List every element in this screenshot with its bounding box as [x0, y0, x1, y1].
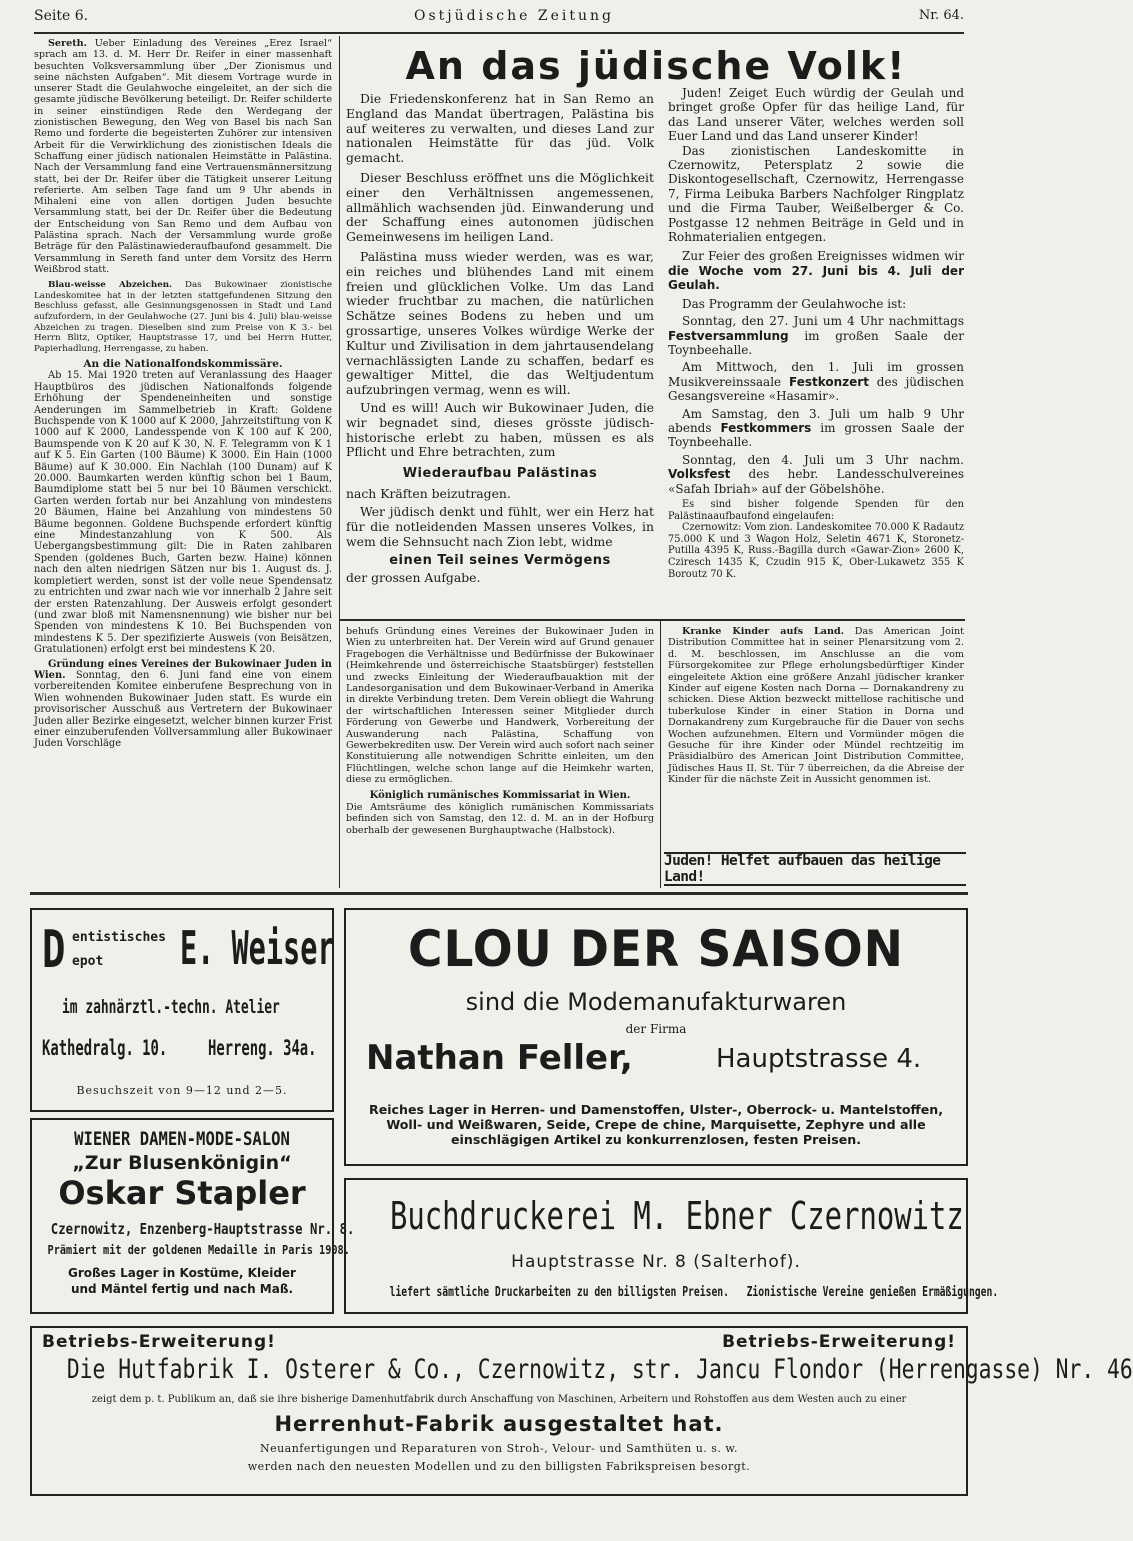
weiser-depot: epot — [72, 954, 104, 969]
appeal-right-p5a: Sonntag, den 27. Juni um 4 Uhr nachmittags — [682, 314, 964, 329]
article-kommissariat-heading: Königlich rumänisches Kommissariat in Wien. — [369, 789, 631, 801]
appeal-right-p6b: Festkonzert — [788, 374, 869, 389]
osterer-headline: Herrenhut-Fabrik ausgestaltet hat. — [274, 1412, 724, 1436]
osterer-tag-right: Betriebs-Erweiterung! — [722, 1332, 956, 1352]
stapler-prize: Prämiert mit der goldenen Medaille in Paris 1908. — [47, 1242, 350, 1257]
feller-name: Nathan Feller, — [366, 1038, 633, 1078]
article-wien — [34, 659, 332, 750]
page-number: Seite 6. — [34, 8, 89, 24]
article-sereth — [34, 38, 332, 275]
osterer-title: Die Hutfabrik I. Osterer & Co., Czernowitz, str. Jancu Flondor (Herrengasse) Nr. 46 — [66, 1354, 1133, 1385]
feller-sub: sind die Modemanufakturwaren — [465, 988, 847, 1016]
appeal-right-p6c: des jüdischen Gesangsvereine «Hasamir». — [668, 374, 964, 404]
appeal-right-p5b: Festversammlung — [668, 328, 789, 343]
stapler-line1: WIENER DAMEN-MODE-SALON — [74, 1128, 290, 1150]
appeal-right-p9: Es sind bisher folgende Spenden für den Palästinaaufbaufond eingelaufen: — [668, 498, 964, 522]
appeal-left-teil: einen Teil seines Vermögens — [389, 553, 611, 569]
article-wien-text: Sonntag, den 6. Juni fand eine von einem vorbereitenden Komitee einberufene Besprechung von in Wien wohnenden Bukowinaer Juden statt. Es wurde ein provisorischer Ausschuß aus Vertretern der Bukowinaer Juden aller Bezirke eingesetzt, welcher binnen kurzer Frist einer einzuberufenden Vollversammlung aller Bukowinaer Juden Vorschläge — [34, 669, 333, 750]
article-sereth-lead: Sereth. — [48, 38, 87, 49]
ad-weiser — [30, 908, 334, 1112]
appeal-right-p7c: im grossen Saale der Toynbeehalle. — [668, 420, 964, 450]
stapler-stock1: Großes Lager in Kostüme, Kleider — [68, 1266, 296, 1280]
article-abzeichen — [34, 280, 332, 354]
newspaper-title: Ostjüdische Zeitung — [414, 8, 614, 24]
column-rule-2 — [660, 620, 661, 888]
ad-osterer — [30, 1326, 1133, 1496]
appeal-right-p3b: die Woche vom 27. Juni bis 4. Juli der Geulah. — [668, 263, 964, 293]
appeal-left-column — [346, 92, 654, 612]
weiser-hours: Besuchszeit von 9—12 und 2—5. — [76, 1084, 288, 1097]
osterer-line3: werden nach den neuesten Modellen und zu den billigsten Fabrikspreisen besorgt. — [247, 1460, 751, 1473]
article-nationalfonds-text: Ab 15. Mai 1920 treten auf Veranlassung des Haager Hauptbüros des jüdischen Nationalfonds folgende Erhöhung der Spendeneinheiten und sonstige Aenderungen im Sammelbetrieb in Kraft: Goldene Buchspende von K 1000 auf K 2000, Jahrzeitstiftung von K 1000 auf K 2000, Landesspende von K 100 auf K 200, Baumspende von K 20 auf K 30, N. F. Telegramm von K 1 auf K 5. Ein Garten (100 Bäume) K 3000. Ein Hain (1000 Bäume) auf K 30.000. Ein Nachlah (100 Dunam) auf K 20.000. Baumkarten werden künftig schon bei 1 Baum, Baumdiplome statt bei 5 nur bei 10 Bäumen verschickt. Garten werden fortab nur bei Anzahlung von mindestens 20 Bäumen, Haine bei Anzahlung von mindestens 50 Bäume begonnen. Goldene Buchspende erfordert künftig eine Mindestanzahlung von K 500. Als Uebergangsbestimmung gilt: Die in Raten zahlbaren Spenden (goldenes Buch, Garten bezw. Haine) können nach den alten niedrigen Sätzen nur bis 1. August ds. J. kompletiert werden, sonst ist der volle neue Spendensatz zu entrichten und zwar nach wie vor innerhalb 2 Jahre seit der ersten Ratenzahlung. Der Ausweis erfolgt gesondert (und zwar bloß mit Namensnennung) wie bisher nur bei Spenden von mindestens K 10. Bei Buchspenden von mindestens K 5. Der spezifizierte Ausweis (von Beisätzen, Gratulationen) erfolgt erst bei mindestens K 20. — [34, 370, 332, 656]
article-sereth-text: Ueber Einladung des Vereines „Erez Israel“ sprach am 13. d. M. Herr Dr. Reifer in einer massenhaft besuchten Volksversammlung über „Der Zionismus und seine nächsten Aufgaben“. Mit diesem Vortrage wurde in unserer Stadt die Geulahwoche eingeleitet, an der sich die gesamte jüdische Bevölkerung beteiligt. Dr. Reifer schilderte in seiner einstündigen Rede den Werdegang der zionistischen Bewegung, den Weg von Basel bis nach San Remo und forderte die begeisterten Zuhörer zur intensiven Arbeit für die Verwirklichung des zionistischen Ideals die Schaffung einer jüdisch nationalen Heimstätte in Palästina. Nach der Versammlung fand eine Vertrauensmännersitzung statt, bei der Dr. Reifer über die Tätigkeit unserer Leitung referierte. Am selben Tage fand um 9 Uhr abends in Mihaleni eine von allen dortigen Juden besuchte Versammlung statt, bei der Dr. Reifer über die Bedeutung der Entscheidung von San Remo und dem Aufbau von Palästina sprach. Nach der Versammlung wurde große Beträge für den Palästinawiederaufbaufond gesammelt. Die Versammlung in Sereth fand unter dem Vorsitz des Herrn Weißbrod statt. — [34, 38, 332, 275]
appeal-right-p6a: Am Mittwoch, den 1. Juli im grossen Musikvereinssaale — [668, 360, 964, 389]
weiser-addr2: Herreng. 34a. — [208, 1036, 317, 1060]
article-kranke-kinder-lead: Kranke Kinder aufs Land. — [682, 626, 845, 637]
ebner-desc: liefert sämtliche Druckarbeiten zu den billigsten Preisen. Zionistische Vereine genießen Ermäßigungen. — [389, 1284, 999, 1300]
article-wien-lead: Gründung eines Vereines der Bukowinaer Juden in Wien. — [34, 658, 332, 681]
ads-top-rule — [30, 892, 968, 895]
weiser-d-letter: D — [42, 920, 66, 980]
appeal-right-p2: Das zionistischen Landeskomitte in Czernowitz, Petersplatz 2 sowie die Diskontogesellschaft, Czernowitz, Herrengasse 7, Firma Leibuka Barbers Nachfolger Ringplatz und die Firma Tauber, Weißelberger & Co. Postgasse 12 nehmen Beiträge in Geld und in Rohmaterialien entgegen. — [668, 143, 964, 245]
stapler-stock2: und Mäntel fertig und nach Maß. — [70, 1282, 294, 1296]
ebner-title: Buchdruckerei M. Ebner Czernowitz — [390, 1194, 964, 1238]
weiser-atelier: im zahnärztl.-techn. Atelier — [62, 996, 280, 1018]
article-nationalfonds-heading: An die Nationalfondskommissäre. — [83, 358, 283, 371]
appeal-right-p8b: Volksfest — [668, 467, 731, 482]
appeal-right-p8a: Sonntag, den 4. Juli um 3 Uhr nachm. — [682, 452, 964, 467]
appeal-left-p4: Und es will! Auch wir Bukowinaer Juden, die wir begnadet sind, dieses grösste jüdisch-historische erlebt zu haben, müssen es als Pflicht und Ehre betrachten, zum — [346, 399, 654, 460]
osterer-line1: zeigt dem p. t. Publikum an, daß sie ihre bisherige Damenhutfabrik durch Anschaffung von Maschinen, Arbeitern und Rohstoffen aus dem Westen auch zu einer — [91, 1394, 907, 1405]
appeal-right-p7a: Am Samstag, den 3. Juli um halb 9 Uhr abends — [668, 406, 964, 435]
article-kranke-kinder — [668, 626, 964, 786]
banner-text: Juden! Helfet aufbauen das heilige Land! — [664, 853, 941, 885]
appeal-right-p5 — [668, 314, 964, 357]
appeal-right-p1: Juden! Zeiget Euch würdig der Geulah und bringet große Opfer für das heilige Land, für das Land unserer Väter, welches werden soll Euer Land und das Land unserer Kinder! — [668, 86, 964, 144]
column-left — [34, 38, 332, 890]
appeal-left-p5: nach Kräften beizutragen. — [346, 486, 511, 502]
appeal-right-p5c: im großen Saale der Toynbeehalle. — [668, 328, 964, 357]
weiser-name: E. Weiser — [180, 921, 335, 975]
appeal-right-p7b: Festkommers — [720, 420, 812, 435]
appeal-left-p6: Wer jüdisch denkt und fühlt, wer ein Herz hat für die notleidenden Massen unseres Volkes, in wem die Sehnsucht nach Zion lebt, widme — [346, 503, 654, 549]
ad-ebner — [344, 1178, 999, 1314]
appeal-right-p10: Czernowitz: Vom zion. Landeskomitee 70.000 K Radautz 75.000 K und 3 Wagon Holz, Seletin 4671 K, Storonetz-Putilla 4395 K, Russ.-Bagilla durch «Gawar-Zion» 2600 K, Cziresch 1435 K, Czudin 915 K, Ober-Lukawetz 355 K Boroutz 70 K. — [668, 522, 964, 580]
appeal-headline: An das jüdische Volk! — [405, 44, 907, 88]
weiser-dentistisches: entistisches — [72, 930, 166, 945]
stapler-addr: Czernowitz, Enzenberg-Hauptstrasse Nr. 8. — [50, 1220, 355, 1238]
feller-desc: Reiches Lager in Herren- und Damenstoffen, Ulster-, Oberrock- u. Mantelstoffen, Woll- und Weißwaren, Seide, Crepe de chine, Marquisette, Zephyre und alle einschlägigen Artikel zu konkurrenzlosen, festen Preisen. — [369, 1102, 943, 1147]
appeal-bottom-rule — [340, 619, 965, 621]
feller-firma: der Firma — [625, 1022, 687, 1036]
appeal-right-column — [668, 86, 964, 614]
appeal-right-p3 — [668, 249, 964, 292]
ebner-addr: Hauptstrasse Nr. 8 (Salterhof). — [511, 1252, 801, 1272]
appeal-right-p4: Das Programm der Geulahwoche ist: — [682, 296, 907, 311]
osterer-line2: Neuanfertigungen und Reparaturen von Stroh-, Velour- und Samthüten u. s. w. — [259, 1442, 739, 1455]
appeal-left-p2: Dieser Beschluss eröffnet uns die Möglichkeit einer den Verhältnissen angemessenen, allmählich wachsenden jüd. Einwanderung und der Schaffung eines autonomen jüdischen Gemeinwesens im heiligen Land. — [346, 169, 654, 245]
header-rule — [34, 32, 964, 34]
appeal-left-p1: Die Friedenskonferenz hat in San Remo an England das Mandat übertragen, Palästina bis auf weiteres zu verwalten, und dieses Land zur nationalen Heimstätte für das jüd. Volk gemacht. — [346, 91, 654, 166]
appeal-right-p8 — [668, 453, 964, 496]
column-middle-bottom — [346, 626, 654, 888]
weiser-addr1: Kathedralg. 10. — [42, 1036, 168, 1060]
stapler-line2: „Zur Blusenkönigin“ — [72, 1152, 292, 1174]
column-right-bottom — [668, 626, 964, 836]
appeal-right-p6 — [668, 360, 964, 403]
appeal-right-p3a: Zur Feier des großen Ereignisses widmen wir — [682, 249, 964, 264]
appeal-left-p7: der grossen Aufgabe. — [346, 570, 481, 586]
appeal-left-wiederaufbau: Wiederaufbau Palästinas — [402, 466, 598, 482]
column-rule-1 — [339, 36, 340, 888]
appeal-right-p8c: des hebr. Landesschulvereines «Safah Ibriah» auf der Göbelshöhe. — [668, 467, 964, 496]
issue-number: Nr. 64. — [918, 8, 964, 23]
article-verein-continued: behufs Gründung eines Vereines der Bukowinaer Juden in Wien zu unterbreiten hat. Der Verein wird auf Grund genauer Fragebogen die Verhältnisse und Bedürfnisse der Bukowinaer (Heimkehrende und österreichische Staatsbürger) feststellen und zwecks Einleitung der Wiederaufbauaktion mit der Landesorganisation und dem Bukowinaer-Verband in Amerika in direkte Verbindung treten. Dem Verein obliegt die Wahrung der wirtschaftlichen Interessen seiner Mitglieder durch Förderung von Gewerbe und Handwerk, Vorbereitung der Auswanderung nach Palästina, Schaffung von Gewerbekrediten usw. Der Verein wird auch sofort nach seiner Konstituierung alle notwendigen Schritte einleiten, um den Flüchtlingen, welche schon lange auf die Heimkehr warten, diese zu ermöglichen. — [346, 626, 654, 786]
article-abzeichen-lead: Blau-weisse Abzeichen. — [48, 280, 173, 291]
banner-juden-helfet — [664, 852, 966, 886]
osterer-tag-left: Betriebs-Erweiterung! — [42, 1332, 276, 1352]
feller-addr: Hauptstrasse 4. — [716, 1044, 922, 1074]
article-kommissariat-text: Die Amtsräume des königlich rumänischen Kommissariats befinden sich von Samstag, den 12. d. M. an in der Hofburg oberhalb der gewesenen Burghauptwache (Halbstock). — [346, 801, 654, 836]
article-kranke-kinder-text: Das American Joint Distribution Committee hat in seiner Plenarsitzung vom 2. d. M. beschlossen, im Anschlusse an die vom Fürsorgekomitee zur Pflege erholungsbedürftiger Kinder eingeleitete Aktion eine größere Anzahl jüdischer kranker Kinder auf eigene Kosten nach Dorna — Dornakandreny zu schicken. Diese Aktion bezweckt mittellose rachitische und tuberkulose Kinder in einer Station in Dorna und Dornakandreny zum Kurgebrauche für die Dauer von sechs Wochen aufzunehmen. Eltern und Vormünder mögen die Gesuche für ihre Kinder oder Mündel rechtzeitig im Präsidialbüro des American Joint Distribution Committee, Jüdisches Haus II. St. Tür 7 überreichen, da die Abreise der Kinder für die nächste Zeit in Aussicht genommen ist. — [668, 626, 964, 786]
article-abzeichen-text: Das Bukowinaer zionistische Landeskomitee hat in der letzten stattgefundenen Sitzung den Beschluss gefasst, alle Gesinnungsgenossen in Stadt und Land aufzufordern, in der Geulahwoche (27. Juni bis 4. Juli) blau-weisse Abzeichen zu tragen. Dieselben sind zum Preise von K 3.- bei Herrn Blitz, Optiker, Hauptstrasse 17, und bei Herrn Hutter, Papierhadlung, Herrengasse, zu haben. — [34, 280, 332, 354]
stapler-name: Oskar Stapler — [58, 1174, 306, 1212]
ad-feller — [344, 908, 968, 1166]
feller-title: CLOU DER SAISON — [408, 920, 904, 978]
page-header — [34, 4, 964, 30]
ad-stapler — [30, 1118, 355, 1314]
appeal-right-p7 — [668, 407, 964, 450]
appeal-left-p3: Palästina muss wieder werden, was es war, ein reiches und blühendes Land mit einem freien und glücklichen Volke. Um das Land wieder fruchtbar zu machen, die natürlichen Schätze seines Bodens zu heben und um grossartige, unseres Volkes würdige Werke der Kultur und Zivilisation in dem jahrtausendelang vernachlässigten Lande zu schaffen, bedarf es gewaltiger Mittel, die das Weltjudentum aufzubringen vermag, wenn es will. — [346, 248, 654, 398]
